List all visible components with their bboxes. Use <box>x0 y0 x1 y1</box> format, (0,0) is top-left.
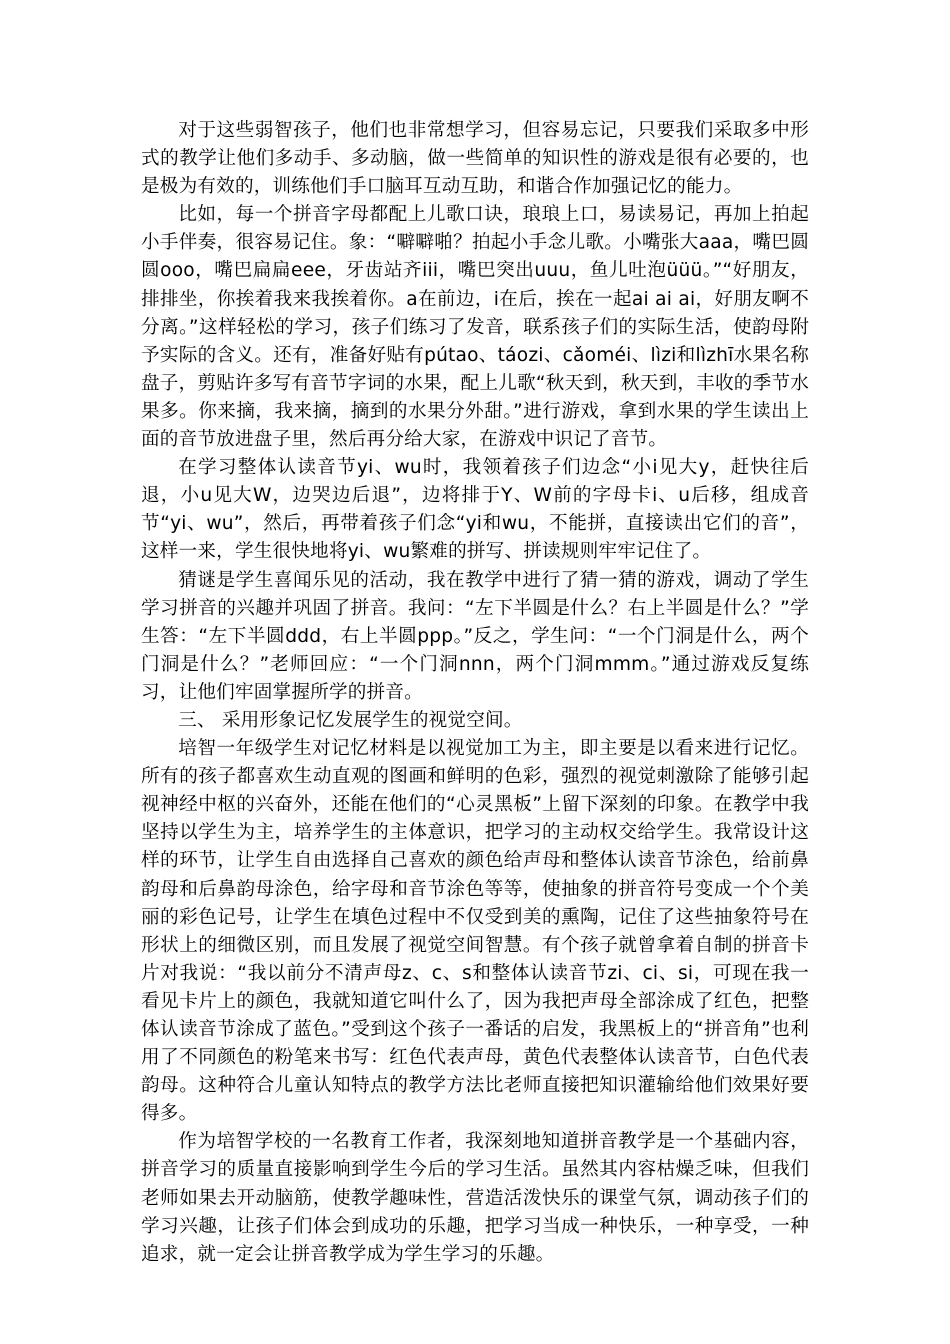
paragraph-intro: 对于这些弱智孩子，他们也非常想学习，但容易忘记，只要我们采取多中形式的教学让他们多动手、多动脑，做一些简单的知识性的游戏是很有必要的，也是极为有效的，训练他们手口脑耳互动互助，和谐合作加强记忆的能力。 <box>141 120 809 198</box>
paragraph-conclusion: 作为培智学校的一名教育工作者，我深刻地知道拼音教学是一个基础内容，拼音学习的质量直接影响到学生今后的学习生活。虽然其内容枯燥乏味，但我们老师如果去开动脑筋，使教学趣味性，营造活泼快乐的课堂气氛，调动孩子们的学习兴趣，让孩子们体会到成功的乐趣，把学习当成一种快乐，一种享受，一种追求，就一定会让拼音教学成为学生学习的乐趣。 <box>141 1131 809 1265</box>
paragraph-visual-memory: 培智一年级学生对记忆材料是以视觉加工为主，即主要是以看来进行记忆。所有的孩子都喜欢生动直观的图画和鲜明的色彩，强烈的视觉刺激除了能够引起视神经中枢的兴奋外，还能在他们的“心灵黑板”上留下深刻的印象。在教学中我坚持以学生为主，培养学生的主体意识，把学习的主动权交给学生。我常设计这样的环节，让学生自由选择自己喜欢的颜色给声母和整体认读音节涂色，给前鼻韵母和后鼻韵母涂色，给字母和音节涂色等等，使抽象的拼音符号变成一个个美丽的彩色记号，让学生在填色过程中不仅受到美的熏陶，记住了这些抽象符号在形状上的细微区别，而且发展了视觉空间智慧。有个孩子就曾拿着自制的拼音卡片对我说：“我以前分不清声母z、c、s和整体认读音节zi、ci、si，可现在我一看见卡片上的颜色，我就知道它叫什么了，因为我把声母全部涂成了红色，把整体认读音节涂成了蓝色。”受到这个孩子一番话的启发，我黑板上的“拼音角”也利用了不同颜色的粉笔来书写：红色代表声母，黄色代表整体认读音节，白色代表韵母。这种符合儿童认知特点的教学方法比老师直接把知识灌输给他们效果好要得多。 <box>141 738 809 1125</box>
document-body <box>141 117 809 1269</box>
paragraph-nursery-rhymes: 比如，每一个拼音字母都配上儿歌口诀，琅琅上口，易读易记，再加上拍起小手伴奏，很容易记住。象：“噼噼啪？拍起小手念儿歌。小嘴张大aaa，嘴巴圆圆ooo，嘴巴扁扁eee，牙齿站齐iii，嘴巴突出uuu，鱼儿吐泡üüü。”“好朋友，排排坐，你挨着我来我挨着你。a在前边，i在后，挨在一起ai ai ai，好朋友啊不分离。”这样轻松的学习，孩子们练习了发音，联系孩子们的实际生活，使韵母附予实际的含义。还有，准备好贴有pútao、táozi、cǎoméi、lìzi和lìzhī水果名称盘子，剪贴许多写有音节字词的水果，配上儿歌“秋天到，秋天到，丰收的季节水果多。你来摘，我来摘，摘到的水果分外甜。”进行游戏，拿到水果的学生读出上面的音节放进盘子里，然后再分给大家，在游戏中识记了音节。 <box>141 204 809 451</box>
paragraph-riddles: 猜谜是学生喜闻乐见的活动，我在教学中进行了猜一猜的游戏，调动了学生学习拼音的兴趣并巩固了拼音。我问：“左下半圆是什么？右上半圆是什么？”学生答：“左下半圆ddd，右上半圆ppp。”反之，学生问：“一个门洞是什么，两个门洞是什么？”老师回应：“一个门洞nnn，两个门洞mmm。”通过游戏反复练习，让他们牢固掌握所学的拼音。 <box>141 569 809 703</box>
section-heading-three: 三、 采用形象记忆发展学生的视觉空间。 <box>178 709 523 731</box>
paragraph-syllables-yi-wu: 在学习整体认读音节yi、wu时，我领着孩子们边念“小i见大y，赶快往后退，小u见大W，边哭边后退”，边将排于Y、W前的字母卡i、u后移，组成音节“yi、wu”，然后，再带着孩子们念“yi和wu，不能拼，直接读出它们的音”，这样一来，学生很快地将yi、wu繁难的拼写、拼读规则牢牢记住了。 <box>141 457 809 563</box>
